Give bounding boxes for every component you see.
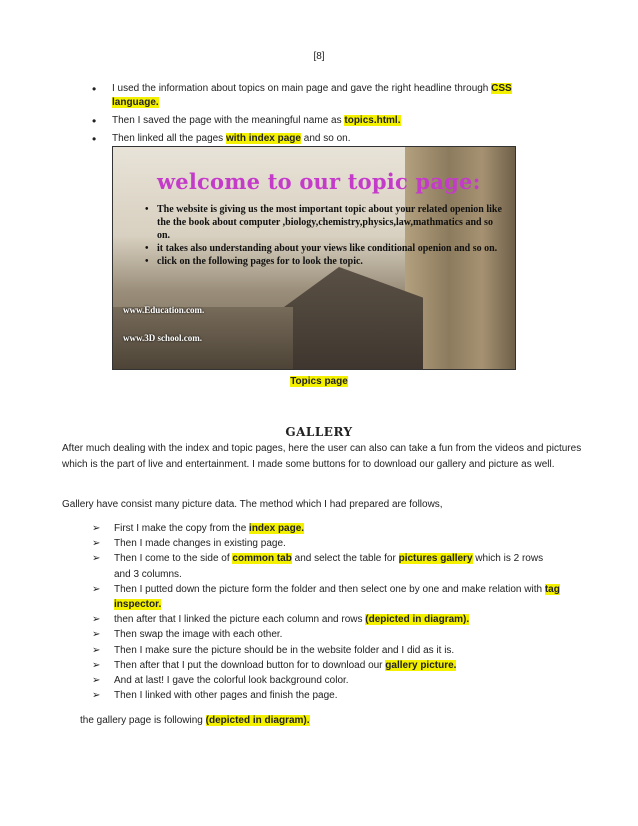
list-item: • click on the following pages for to look the topic. bbox=[143, 255, 505, 268]
step-text: And at last! I gave the colorful look background color. bbox=[114, 675, 349, 687]
url-link[interactable]: www.3D school.com. bbox=[123, 333, 202, 343]
steps-list bbox=[92, 521, 562, 703]
list-item bbox=[92, 521, 562, 536]
list-item bbox=[92, 627, 562, 642]
closing-text: the gallery page is following bbox=[80, 715, 206, 726]
bullet-text: Then I saved the page with the meaningful name as bbox=[112, 115, 345, 126]
list-item bbox=[92, 688, 562, 703]
step-text: First I make the copy from the bbox=[114, 523, 250, 534]
list-item bbox=[92, 536, 562, 551]
caption-text: Topics page bbox=[290, 376, 348, 387]
highlighted-text: (depicted in diagram). bbox=[205, 715, 310, 726]
list-item bbox=[90, 82, 550, 110]
highlighted-text: tag inspector. bbox=[114, 583, 560, 611]
highlighted-text: common tab bbox=[232, 553, 292, 565]
arrow-bullet-icon: ➢ bbox=[92, 523, 101, 534]
roof-image bbox=[283, 267, 423, 369]
list-item bbox=[90, 132, 550, 146]
step-text: Then I made changes in existing page. bbox=[114, 538, 286, 550]
highlighted-text: gallery picture. bbox=[385, 659, 457, 671]
highlighted-text: topics.html. bbox=[344, 115, 401, 126]
arrow-bullet-icon: ➢ bbox=[92, 553, 101, 565]
figure-caption bbox=[0, 376, 638, 387]
list-item bbox=[92, 551, 562, 581]
step-text: and select the table for bbox=[291, 553, 399, 565]
highlighted-text: index page. bbox=[249, 523, 305, 534]
list-item bbox=[92, 658, 562, 673]
section-heading: GALLERY bbox=[285, 425, 353, 439]
list-item bbox=[92, 643, 562, 658]
url-link[interactable]: www.Education.com. bbox=[123, 305, 205, 315]
arrow-bullet-icon: ➢ bbox=[92, 675, 101, 687]
step-text: Then after that I put the download button for to download our bbox=[114, 659, 386, 671]
highlighted-text: (depicted in diagram). bbox=[365, 614, 470, 626]
highlighted-text: pictures gallery bbox=[398, 553, 473, 565]
list-item bbox=[92, 582, 562, 612]
arrow-bullet-icon: ➢ bbox=[92, 538, 101, 550]
screenshot-list bbox=[143, 203, 505, 268]
list-item bbox=[92, 612, 562, 627]
step-text: Then I come to the side of bbox=[114, 553, 233, 565]
arrow-bullet-icon: ➢ bbox=[92, 629, 101, 641]
arrow-bullet-icon: ➢ bbox=[92, 644, 101, 656]
bullet-text: Then linked all the pages bbox=[112, 133, 226, 144]
screenshot-title: welcome to our topic page: bbox=[157, 169, 481, 194]
arrow-bullet-icon: ➢ bbox=[92, 614, 101, 626]
paragraph: Gallery have consist many picture data. The method which I had prepared are follows, bbox=[62, 499, 443, 510]
closing-line bbox=[80, 715, 310, 726]
list-item bbox=[90, 114, 550, 128]
topics-page-screenshot bbox=[112, 146, 516, 370]
step-text: then after that I linked the picture each column and rows bbox=[114, 614, 366, 626]
arrow-bullet-icon: ➢ bbox=[92, 690, 101, 702]
step-text: Then swap the image with each other. bbox=[114, 629, 283, 641]
page-number: [8] bbox=[313, 51, 325, 62]
highlighted-text: CSS language. bbox=[112, 83, 512, 108]
bullet-text: and so on. bbox=[300, 133, 351, 144]
intro-bullet-list bbox=[90, 82, 550, 150]
list-item: • The website is giving us the most important topic about your related openion like the the book about computer ,biology,chemistry,physics,law,mathmatics and so on. bbox=[143, 203, 505, 242]
list-item bbox=[92, 673, 562, 688]
arrow-bullet-icon: ➢ bbox=[92, 583, 101, 595]
list-item: • it takes also understanding about your views like conditional openion and so on. bbox=[143, 242, 505, 255]
highlighted-text: with index page bbox=[225, 133, 301, 144]
bullet-text: I used the information about topics on main page and gave the right headline through bbox=[112, 83, 492, 94]
step-text: Then I putted down the picture form the folder and then select one by one and make relation with bbox=[114, 583, 545, 595]
step-text: which is 2 rows and 3 columns. bbox=[114, 553, 544, 580]
arrow-bullet-icon: ➢ bbox=[92, 659, 101, 671]
step-text: Then I make sure the picture should be in the website folder and I did as it is. bbox=[114, 644, 455, 656]
step-text: Then I linked with other pages and finish the page. bbox=[114, 690, 338, 702]
paragraph: After much dealing with the index and topic pages, here the user can also can take a fun from the videos and pictures which is the part of live and entertainment. I made some buttons for to download our gallery and picture as well. bbox=[62, 443, 582, 470]
